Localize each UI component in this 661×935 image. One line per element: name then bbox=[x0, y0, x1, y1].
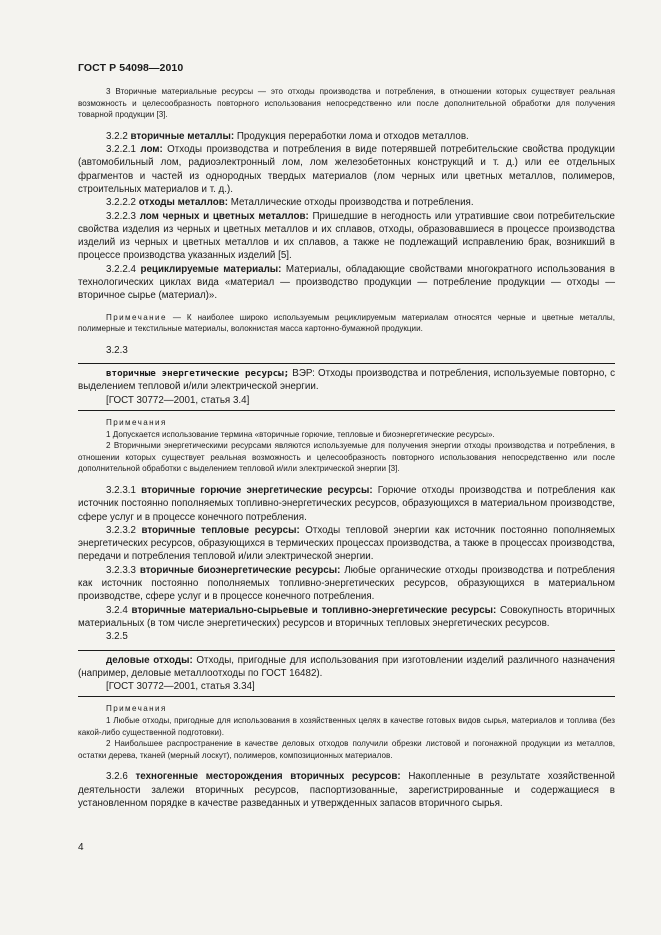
clause-number: 3.2.2.3 bbox=[106, 210, 136, 222]
note-label: Примечание bbox=[106, 312, 167, 322]
clause-number: 3.2.2.4 bbox=[106, 263, 136, 275]
clause-3-2-5 bbox=[78, 654, 615, 681]
clause-3-2-2 bbox=[78, 130, 615, 143]
clause-term: деловые отходы: bbox=[106, 654, 193, 666]
clause-text: Отходы, пригодные для использования при изготовлении изделий различного назначения (например, деловые металлоотходы по ГОСТ 16482). bbox=[78, 654, 615, 679]
clause-term: вторичные биоэнергетические ресурсы: bbox=[139, 564, 341, 576]
clause-text: Отходы производства и потребления в виде потерявшей потребительские свойства продукции (автомобильный лом, радиоэлектронный лом, лом железобетонных конструкций и т. д.) или ее отдельных фрагментов и частей из однородных твердых материалов (лом черных или цветных металлов, полимеров, строительных материалов и т. д.). bbox=[78, 144, 615, 195]
note-vmr: 3 Вторичные материальные ресурсы — это отходы производства и потребления, в отношении которых существует реальная возможность и целесообразность повторного использования непосредственно или после дополнительной обработки для получения товарной продукции [3]. bbox=[78, 87, 615, 120]
note-item: 2 Наибольшее распространение в качестве деловых отходов получили обрезки листовой и погонажной продукции из металлов, остатки дерева, тканей (мерный лоскут), полимеров, композиционных материалов. bbox=[78, 739, 615, 760]
clause-3-2-3-1 bbox=[78, 484, 615, 524]
note-item: 1 Допускается использование термина «вторичные горючие, тепловые и биоэнергетические ресурсы». bbox=[106, 429, 495, 439]
clause-3-2-4 bbox=[78, 604, 615, 631]
clause-text: Отходы тепловой энергии как источник постоянно пополняемых энергетических ресурсов, образующихся в термических процессах производства, а также в процессах производства, передачи и потребления тепловой и/или электрической энергии. bbox=[78, 524, 615, 563]
clause-text: Накопленные в результате хозяйственной деятельности залежи вторичных ресурсов, паспортизованные, зарегистрированные и содержащиеся в установленном порядке в качестве разведанных и утвержденных запасов вторичного сырья. bbox=[78, 771, 615, 809]
note-item: 1 Любые отходы, пригодные для использования в хозяйственных целях в качестве готовых видов сырья, материалов и топлива (без какой-либо существенной подготовки). bbox=[78, 716, 615, 737]
standard-header: ГОСТ Р 54098—2010 bbox=[78, 62, 184, 74]
clause-text: Пришедшие в негодность или утратившие свои потребительские свойства изделия из черных и цветных металлов и их сплавов, отходы, образовавшиеся в процессе производства изделий из черных и цветных металлов и их сплавов, а также не подлежащий исправлению брак, возникший в процессе производства указанных изделий [5]. bbox=[78, 210, 615, 262]
clause-3-2-3-number: 3.2.3 bbox=[106, 344, 128, 356]
clause-term: техногенные месторождения вторичных ресурсов: bbox=[135, 771, 401, 783]
clause-3-2-2-4 bbox=[78, 263, 615, 303]
clause-3-2-2-1 bbox=[78, 143, 615, 196]
clause-3-2-3 bbox=[78, 367, 615, 394]
clause-3-2-2-2 bbox=[78, 196, 615, 209]
page-number: 4 bbox=[78, 842, 84, 853]
source-reference: [ГОСТ 30772—2001, статья 3.4] bbox=[106, 394, 250, 406]
clause-text: ВЭР: Отходы производства и потребления, используемые повторно, с выделением тепловой и/или электрической энергии. bbox=[78, 368, 615, 393]
clause-3-2-5-number: 3.2.5 bbox=[106, 631, 128, 643]
clause-term: отходы металлов: bbox=[138, 197, 229, 209]
notes-3-2-5-label: Примечания bbox=[106, 704, 167, 714]
source-reference: [ГОСТ 30772—2001, статья 3.34] bbox=[106, 681, 255, 693]
clause-term: вторичные металлы: bbox=[130, 130, 235, 142]
clause-term: вторичные энергетические ресурсы; bbox=[106, 368, 290, 380]
document-body bbox=[78, 86, 615, 810]
clause-term: лом черных и цветных металлов: bbox=[139, 210, 309, 222]
term-box-3-2-5 bbox=[78, 650, 615, 698]
clause-term: вторичные тепловые ресурсы: bbox=[141, 524, 300, 536]
clause-number: 3.2.3.3 bbox=[106, 564, 136, 576]
clause-3-2-2-3 bbox=[78, 210, 615, 263]
clause-text: Горючие отходы производства и потребления как источник постоянно пополняемых топливно-энергетических ресурсов, образующихся в материальном производстве, сфере услуг и в процессе конечного потребления. bbox=[78, 484, 615, 523]
clause-term: лом: bbox=[140, 144, 163, 156]
clause-text: Материалы, обладающие свойствами многократного использования в технологических циклах вида «материал — производство продукции — потребление продукции — отходы — вторичное сырье (материал)». bbox=[78, 263, 615, 302]
clause-term: рециклируемые материалы: bbox=[140, 263, 282, 275]
clause-number: 3.2.3.1 bbox=[106, 484, 136, 496]
note-text: — К наиболее широко используемым рециклируемым материалам относятся черные и цветные металлы, полимерные и текстильные материалы, волокнистая масса картонно-бумажной продукции. bbox=[78, 312, 615, 334]
note-item: 2 Вторичными энергетическими ресурсами являются используемые для получения энергии отходы производства и потребления, в отношении которых существует реальная возможность и целесообразность повторного использования непосредственно или после дополнительной обработки с выделением тепловой и/или электрической энергии [3]. bbox=[78, 441, 615, 474]
note-recyclable bbox=[78, 312, 615, 335]
clause-text: Любые органические отходы производства и потребления как источник постоянно пополняемых топливно-энергетических ресурсов, образующихся в материальном производстве, сфере услуг и в процессе конечного потребления. bbox=[78, 564, 615, 603]
notes-3-2-3-label: Примечания bbox=[106, 418, 167, 428]
clause-number: 3.2.2 bbox=[106, 130, 128, 142]
clause-term: вторичные материально-сырьевые и топливно-энергетические ресурсы: bbox=[131, 604, 497, 616]
clause-number: 3.2.2.2 bbox=[106, 197, 136, 209]
clause-3-2-3-3 bbox=[78, 564, 615, 604]
clause-text: Металлические отходы производства и потребления. bbox=[228, 197, 474, 209]
clause-number: 3.2.6 bbox=[106, 771, 128, 783]
clause-term: вторичные горючие энергетические ресурсы: bbox=[141, 484, 373, 496]
clause-text: Продукция переработки лома и отходов металлов. bbox=[234, 130, 469, 142]
clause-number: 3.2.2.1 bbox=[106, 144, 136, 156]
clause-3-2-3-2 bbox=[78, 524, 615, 564]
term-box-3-2-3 bbox=[78, 363, 615, 411]
clause-text: Совокупность вторичных материальных (в том числе энергетических) ресурсов и вторичных тепловых энергетических ресурсов. bbox=[78, 604, 615, 629]
clause-3-2-6 bbox=[78, 770, 615, 810]
clause-number: 3.2.4 bbox=[106, 604, 128, 616]
clause-number: 3.2.3.2 bbox=[106, 524, 136, 536]
